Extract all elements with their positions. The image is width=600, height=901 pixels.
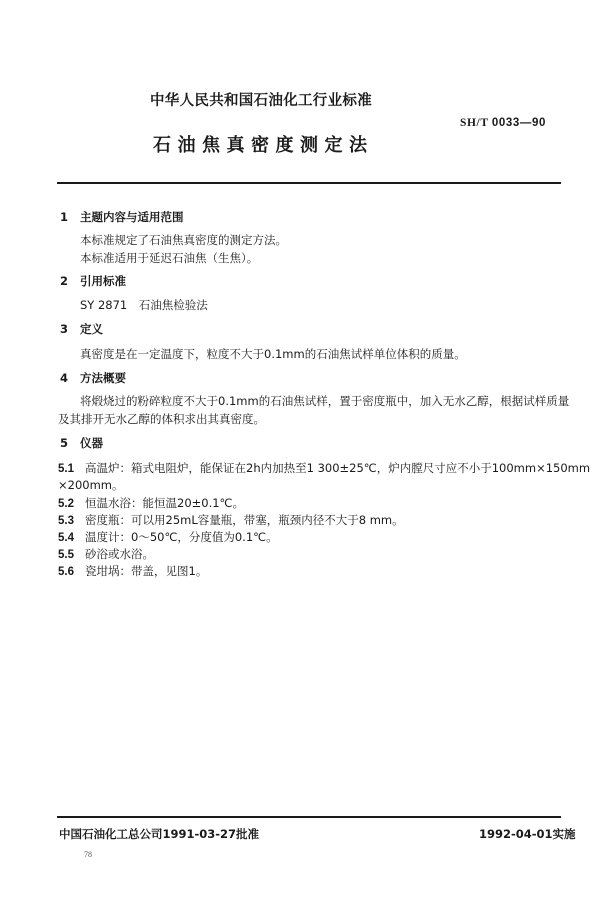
issuing-organization: 中华人民共和国石油化工行业标准	[150, 93, 372, 109]
clause-5-2	[58, 495, 244, 511]
clause-text: 高温炉：箱式电阻炉，能保证在2h内加热至1 300±25℃，炉内膛尺寸应不小于100mm×150mm	[85, 461, 591, 475]
clause-number: 5.2	[58, 498, 74, 510]
clause-5-4	[58, 529, 278, 545]
section-1-paragraph-1: 本标准规定了石油焦真密度的测定方法。	[80, 233, 287, 247]
clause-text: 瓷坩埚：带盖，见图1。	[85, 564, 208, 578]
section-number: 2	[60, 274, 69, 288]
clause-5-1-continuation: ×200mm。	[58, 478, 124, 492]
approval-info: 中国石油化工总公司1991-03-27批准	[59, 827, 260, 841]
section-number: 3	[60, 322, 69, 336]
section-4-heading	[60, 370, 126, 386]
normative-reference: SY 2871 石油焦检验法	[80, 298, 208, 312]
clause-text: 砂浴或水浴。	[85, 547, 154, 561]
implementation-date: 1992-04-01实施	[479, 827, 576, 841]
section-2-heading	[60, 273, 126, 289]
clause-number: 5.4	[58, 532, 74, 544]
clause-5-6	[58, 563, 207, 579]
clause-5-3	[58, 512, 404, 528]
section-title: 主题内容与适用范围	[80, 210, 184, 224]
clause-text: 恒温水浴：能恒温20±0.1℃。	[85, 496, 244, 510]
definition-text: 真密度是在一定温度下，粒度不大于0.1mm的石油焦试样单位体积的质量。	[80, 347, 466, 361]
header-rule	[57, 182, 561, 184]
clause-number: 5.6	[58, 566, 74, 578]
section-title: 方法概要	[80, 371, 126, 385]
section-title: 仪器	[80, 436, 103, 450]
section-number: 1	[60, 210, 69, 224]
clause-text: 密度瓶：可以用25mL容量瓶，带塞，瓶颈内径不大于8 mm。	[85, 513, 404, 527]
clause-text: 温度计：0～50℃，分度值为0.1℃。	[85, 530, 278, 544]
standard-code-prefix: SH/T	[460, 117, 489, 129]
document-title: 石油焦真密度测定法	[153, 135, 374, 156]
page-number: 78	[84, 850, 92, 859]
clause-number: 5.1	[58, 463, 74, 475]
section-3-heading	[60, 321, 103, 337]
standard-code-number: 0033—90	[491, 117, 546, 129]
clause-5-1	[58, 460, 590, 476]
clause-number: 5.3	[58, 515, 74, 527]
section-number: 4	[60, 371, 69, 385]
method-summary-line-2: 及其排开无水乙醇的体积求出其真密度。	[58, 412, 265, 426]
standard-code	[460, 117, 546, 129]
section-title: 定义	[80, 322, 103, 336]
section-title: 引用标准	[80, 274, 126, 288]
footer-rule	[57, 816, 561, 818]
clause-number: 5.5	[58, 549, 74, 561]
clause-5-5	[58, 546, 154, 562]
section-1-heading	[60, 209, 184, 225]
method-summary-line-1: 将煅烧过的粉碎粒度不大于0.1mm的石油焦试样，置于密度瓶中，加入无水乙醇，根据试样质量	[80, 394, 570, 408]
section-5-heading	[60, 435, 103, 451]
section-number: 5	[60, 436, 69, 450]
section-1-paragraph-2: 本标准适用于延迟石油焦（生焦）。	[80, 251, 259, 265]
